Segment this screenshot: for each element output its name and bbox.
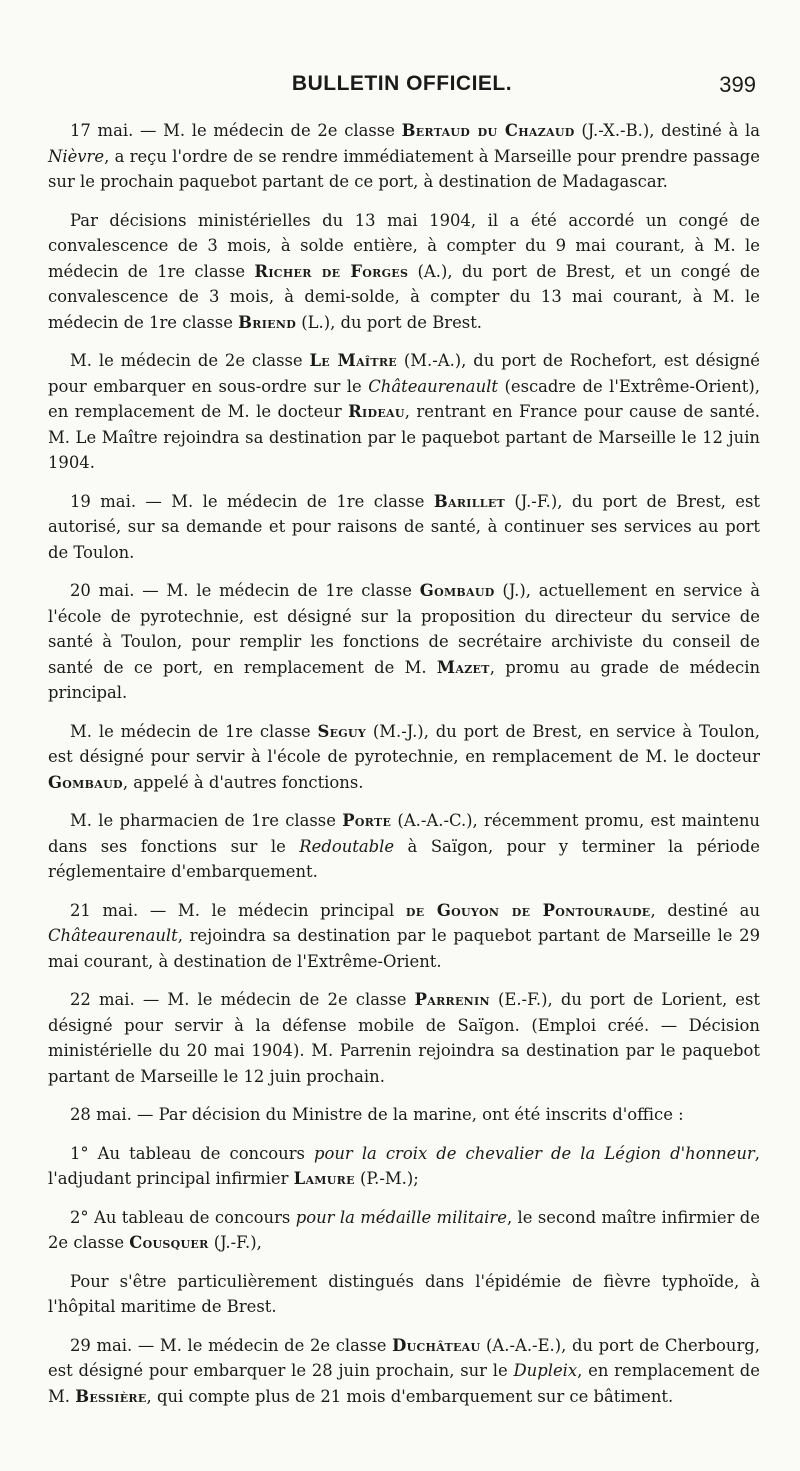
person-name: Rideau — [348, 402, 405, 421]
paragraph-text: 28 mai. — Par décision du Ministre de la marine, ont été inscrits d'office : — [70, 1105, 684, 1124]
document-body — [48, 118, 760, 1422]
paragraph-text: , appelé à d'autres fonctions. — [122, 772, 364, 792]
paragraph — [48, 348, 760, 476]
paragraph-text: , l'adjudant principal infirmier — [48, 1143, 760, 1188]
ship-or-title: pour la médaille militaire — [295, 1207, 507, 1227]
paragraph-text: (A.-A.-E.), du port de Cherbourg, est désigné pour embarquer le 28 juin prochain, sur le — [48, 1335, 760, 1380]
paragraph — [48, 1141, 760, 1192]
paragraph-text: , rentrant en France pour cause de santé. M. Le Maître rejoindra sa destination par le paquebot partant de Marseille le 12 juin 1904. — [48, 402, 760, 472]
person-name: Richer de Forges — [254, 261, 409, 281]
paragraph — [48, 987, 760, 1089]
paragraph-text: , en remplacement de M. — [48, 1361, 761, 1406]
paragraph-text: , le second maître infirmier de 2e classe — [48, 1207, 761, 1252]
paragraph-text: 22 mai. — M. le médecin de 2e classe — [70, 990, 415, 1009]
paragraph — [48, 1333, 760, 1410]
paragraph-text: (escadre de l'Extrême-Orient), en remplacement de M. le docteur — [48, 376, 760, 421]
running-title: BULLETIN OFFICIEL. — [291, 72, 513, 95]
paragraph-text: (M.-J.), du port de Brest, en service à Toulon, est désigné pour servir à l'école de pyrotechnie, en remplacement de M. le docteur — [48, 721, 760, 766]
paragraph-text: (P.-M.); — [354, 1169, 419, 1188]
person-name: Briend — [238, 312, 297, 332]
person-name: Le Maître — [309, 351, 397, 370]
page-number: 399 — [719, 72, 756, 97]
paragraph-text: , qui compte plus de 21 mois d'embarquement sur ce bâtiment. — [146, 1386, 674, 1406]
paragraph-text: 17 mai. — M. le médecin de 2e classe — [70, 121, 402, 140]
paragraph — [48, 898, 760, 975]
paragraph-text: 2° Au tableau de concours — [70, 1207, 296, 1227]
person-name: Lamure — [293, 1169, 355, 1188]
paragraph — [48, 808, 760, 885]
paragraph — [48, 1102, 760, 1128]
paragraph-text: 19 mai. — M. le médecin de 1re classe — [70, 491, 434, 511]
person-name: de Gouyon de Pontouraude — [405, 900, 651, 920]
paragraph — [48, 208, 760, 336]
person-name: Bertaud du Chazaud — [401, 121, 575, 140]
paragraph — [48, 719, 760, 796]
paragraph-text: 21 mai. — M. le médecin principal — [70, 900, 406, 920]
person-name: Gombaud — [419, 581, 495, 600]
person-name: Mazet — [436, 657, 490, 677]
paragraph — [48, 1205, 760, 1256]
ship-or-title: pour la croix de chevalier de la Légion d'honneur — [314, 1143, 755, 1163]
paragraph-text: (M.-A.), du port de Rochefort, est désigné pour embarquer en sous-ordre sur le — [48, 351, 760, 396]
paragraph-text: M. le médecin de 2e classe — [70, 351, 310, 370]
paragraph — [48, 1269, 760, 1320]
paragraph-text: 20 mai. — M. le médecin de 1re classe — [70, 581, 420, 600]
paragraph-text: , rejoindra sa destination par le paquebot partant de Marseille le 29 mai courant, à destination de l'Extrême-Orient. — [48, 926, 760, 971]
paragraph — [48, 489, 760, 566]
page-header — [48, 72, 756, 106]
paragraph-text: M. le médecin de 1re classe — [70, 721, 318, 741]
paragraph-text: Pour s'être particulièrement distingués dans l'épidémie de fièvre typhoïde, à l'hôpital maritime de Brest. — [48, 1271, 760, 1316]
paragraph-text: (A.-A.-C.), récemment promu, est maintenu dans ses fonctions sur le — [48, 811, 760, 856]
paragraph-text: , promu au grade de médecin principal. — [48, 657, 761, 702]
paragraph-text: (J.), actuellement en service à l'école de pyrotechnie, est désigné sur la proposition du directeur du service de santé à Toulon, pour remplir les fonctions de secrétaire archiviste du conseil de santé de ce port, en remplacement de M. — [48, 581, 761, 677]
ship-or-title: Nièvre — [48, 146, 105, 166]
ship-or-title: Redoutable — [299, 836, 395, 856]
person-name: Barillet — [433, 491, 505, 511]
paragraph-text: (J.-X.-B.), destiné à la — [574, 121, 760, 140]
paragraph-text: (A.), du port de Brest, et un congé de convalescence de 3 mois, à demi-solde, à compter du 13 mai courant, à M. le médecin de 1re classe — [48, 261, 761, 332]
paragraph-text: 1° Au tableau de concours — [70, 1143, 315, 1163]
paragraph-text: , a reçu l'ordre de se rendre immédiatement à Marseille pour prendre passage sur le prochain paquebot partant de ce port, à destination de Madagascar. — [48, 146, 760, 191]
person-name: Parrenin — [414, 990, 490, 1009]
paragraph — [48, 118, 760, 195]
paragraph-text: (L.), du port de Brest. — [296, 312, 483, 332]
person-name: Seguy — [317, 721, 366, 741]
person-name: Gombaud — [48, 772, 123, 792]
paragraph-text: Par décisions ministérielles du 13 mai 1904, il a été accordé un congé de convalescence de 3 mois, à solde entière, à compter du 9 mai courant, à M. le médecin de 1re classe — [48, 210, 760, 281]
ship-or-title: Dupleix — [513, 1361, 578, 1380]
person-name: Cousquer — [129, 1233, 209, 1252]
person-name: Porte — [342, 811, 392, 830]
paragraph-text: à Saïgon, pour y terminer la période réglementaire d'embarquement. — [48, 836, 760, 881]
paragraph-text: (J.-F.), — [208, 1233, 262, 1252]
ship-or-title: Châteaurenault — [368, 376, 498, 396]
paragraph-text: , destiné au — [650, 900, 760, 920]
ship-or-title: Châteaurenault — [48, 926, 178, 945]
paragraph-text: (E.-F.), du port de Lorient, est désigné pour servir à la défense mobile de Saïgon. (Emploi créé. — Décision ministérielle du 20 mai 1904). M. Parrenin rejoindra sa destination par le paquebot partant de Marseille le 12 juin prochain. — [48, 990, 760, 1086]
person-name: Bessière — [75, 1386, 147, 1406]
paragraph-text: M. le pharmacien de 1re classe — [70, 811, 343, 830]
paragraph — [48, 578, 760, 706]
person-name: Duchâteau — [392, 1335, 481, 1355]
paragraph-text: 29 mai. — M. le médecin de 2e classe — [70, 1335, 393, 1355]
paragraph-text: (J.-F.), du port de Brest, est autorisé, sur sa demande et pour raisons de santé, à continuer ses services au port de Toulon. — [48, 491, 761, 562]
